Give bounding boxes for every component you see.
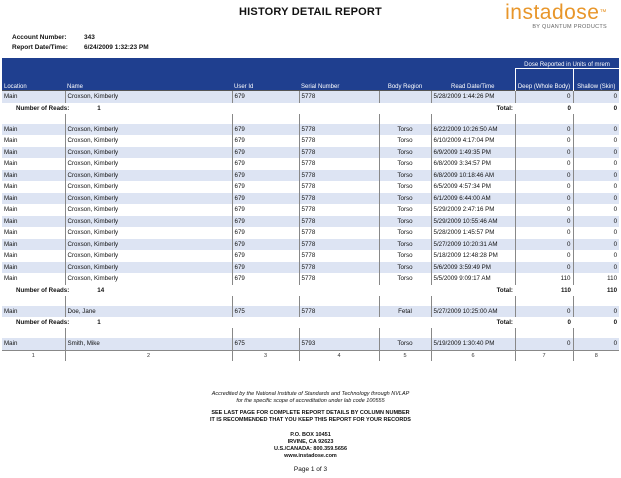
cell-shallow: 0 xyxy=(573,239,619,251)
cell-read-date: 6/5/2009 4:57:34 PM xyxy=(431,181,515,193)
cell-serial: 5778 xyxy=(299,250,379,262)
column-number: 6 xyxy=(431,350,515,361)
cell-shallow: 0 xyxy=(573,250,619,262)
cell-name: Croxson, Kimberly xyxy=(65,216,232,228)
cell-user-id: 679 xyxy=(232,193,299,205)
total-label: Total: xyxy=(496,286,513,294)
company-logo xyxy=(505,2,607,30)
cell-deep: 0 xyxy=(515,181,573,193)
table-row xyxy=(2,250,619,262)
total-deep: 110 xyxy=(561,286,571,294)
col-dose-group: Dose Reported in Units of mrem xyxy=(515,58,619,69)
cell-user-id: 679 xyxy=(232,91,299,103)
cell-name: Croxson, Kimberly xyxy=(65,227,232,239)
group-total-row xyxy=(2,317,619,328)
cell-deep: 0 xyxy=(515,193,573,205)
cell-deep: 0 xyxy=(515,239,573,251)
cell-name: Croxson, Kimberly xyxy=(65,124,232,136)
cell-name: Croxson, Kimberly xyxy=(65,204,232,216)
cell-shallow: 0 xyxy=(573,124,619,136)
cell-deep: 0 xyxy=(515,306,573,318)
account-label: Account Number: xyxy=(12,34,67,41)
cell-location: Main xyxy=(4,229,18,237)
table-row xyxy=(2,227,619,239)
cell-user-id: 679 xyxy=(232,250,299,262)
cell-shallow: 0 xyxy=(573,193,619,205)
col-user-id: User Id xyxy=(232,58,299,91)
cell-serial: 5778 xyxy=(299,193,379,205)
total-shallow: 0 xyxy=(613,319,618,326)
address-phone: U.S./CANADA: 800.359.5656 xyxy=(273,446,348,452)
cell-user-id: 679 xyxy=(232,124,299,136)
address-po-box: P.O. BOX 10451 xyxy=(290,432,331,438)
cell-location: Main xyxy=(2,306,65,318)
cell-serial: 5778 xyxy=(299,135,379,147)
total-deep: 0 xyxy=(567,104,571,112)
cell-deep: 0 xyxy=(515,170,573,182)
table-row xyxy=(2,135,619,147)
cell-read-date: 5/27/2009 10:25:00 AM xyxy=(431,306,515,318)
see-last-page: SEE LAST PAGE FOR COMPLETE REPORT DETAILS BY COLUMN NUMBER xyxy=(211,410,410,416)
cell-body-region: Torso xyxy=(379,135,431,147)
spacer-row xyxy=(2,114,619,124)
report-date-value: 6/24/2009 1:32:23 PM xyxy=(84,44,149,51)
cell-body-region: Torso xyxy=(379,227,431,239)
cell-shallow: 0 xyxy=(573,227,619,239)
cell-deep: 0 xyxy=(515,158,573,170)
account-value: 343 xyxy=(84,34,95,41)
cell-location: Main xyxy=(2,124,65,136)
cell-deep: 0 xyxy=(515,204,573,216)
table-row xyxy=(2,158,619,170)
cell-user-id: 675 xyxy=(232,338,299,350)
cell-shallow: 0 xyxy=(573,135,619,147)
cell-body-region: Torso xyxy=(379,338,431,350)
cell-name: Croxson, Kimberly xyxy=(65,147,232,159)
cell-location: Main xyxy=(4,183,18,191)
cell-deep: 110 xyxy=(515,273,573,285)
report-date-line xyxy=(12,44,149,51)
col-name: Name xyxy=(65,58,232,91)
cell-user-id: 679 xyxy=(232,216,299,228)
address-city: IRVINE, CA 92623 xyxy=(287,439,334,445)
cell-read-date: 5/27/2009 10:20:31 AM xyxy=(431,239,515,251)
cell-name: Croxson, Kimberly xyxy=(65,273,232,285)
cell-serial: 5778 xyxy=(299,306,379,318)
table-row xyxy=(2,181,619,193)
column-number: 5 xyxy=(379,350,431,361)
cell-location: Main xyxy=(4,206,18,214)
column-number-row xyxy=(2,350,619,361)
cell-serial: 5778 xyxy=(299,124,379,136)
cell-serial: 5793 xyxy=(299,338,379,350)
cell-deep: 0 xyxy=(515,147,573,159)
account-line xyxy=(12,34,95,41)
cell-deep: 0 xyxy=(515,227,573,239)
cell-location: Main xyxy=(4,252,18,260)
cell-body-region: Torso xyxy=(379,181,431,193)
cell-read-date: 5/18/2009 12:48:28 PM xyxy=(431,250,515,262)
cell-shallow: 0 xyxy=(573,338,619,350)
cell-shallow: 0 xyxy=(573,204,619,216)
table-row xyxy=(2,147,619,159)
report-title: HISTORY DETAIL REPORT xyxy=(239,6,382,18)
cell-serial: 5778 xyxy=(299,273,379,285)
cell-user-id: 679 xyxy=(232,273,299,285)
cell-deep: 0 xyxy=(515,91,573,103)
logo-byline: BY QUANTUM PRODUCTS xyxy=(532,24,607,30)
cell-shallow: 0 xyxy=(573,91,619,103)
column-number: 8 xyxy=(573,350,619,361)
reads-count: 1 xyxy=(97,104,101,112)
cell-name: Croxson, Kimberly xyxy=(65,262,232,274)
cell-location: Main xyxy=(4,137,18,145)
group-total-row xyxy=(2,285,619,296)
cell-read-date: 5/29/2009 2:47:16 PM xyxy=(431,204,515,216)
cell-user-id: 679 xyxy=(232,170,299,182)
col-serial: Serial Number xyxy=(299,58,379,91)
spacer-row xyxy=(2,328,619,338)
cell-name: Smith, Mike xyxy=(65,338,232,350)
cell-body-region: Torso xyxy=(379,193,431,205)
cell-user-id: 679 xyxy=(232,158,299,170)
cell-body-region: Torso xyxy=(379,239,431,251)
cell-body-region: Torso xyxy=(379,170,431,182)
cell-user-id: 675 xyxy=(232,306,299,318)
cell-body-region: Torso xyxy=(379,216,431,228)
logo-wordmark: instadose™ xyxy=(505,1,607,24)
cell-name: Croxson, Kimberly xyxy=(65,135,232,147)
cell-read-date: 5/28/2009 1:44:26 PM xyxy=(431,91,515,103)
cell-serial: 5778 xyxy=(299,262,379,274)
cell-deep: 0 xyxy=(515,135,573,147)
cell-location: Main xyxy=(2,193,65,205)
cell-shallow: 0 xyxy=(573,181,619,193)
cell-name: Doe, Jane xyxy=(65,306,232,318)
cell-deep: 0 xyxy=(515,338,573,350)
column-number: 7 xyxy=(515,350,573,361)
reads-count: 14 xyxy=(97,286,105,294)
cell-user-id: 679 xyxy=(232,204,299,216)
cell-body-region xyxy=(379,91,431,103)
col-shallow: Shallow (Skin) xyxy=(573,69,619,91)
table-row xyxy=(2,124,619,136)
cell-serial: 5778 xyxy=(299,170,379,182)
cell-serial: 5778 xyxy=(299,91,379,103)
keep-report: IT IS RECOMMENDED THAT YOU KEEP THIS REPORT FOR YOUR RECORDS xyxy=(210,417,411,423)
col-body-region: Body Region xyxy=(379,58,431,91)
table-row xyxy=(2,239,619,251)
cell-read-date: 5/28/2009 1:45:57 PM xyxy=(431,227,515,239)
cell-name: Croxson, Kimberly xyxy=(65,170,232,182)
cell-body-region: Fetal xyxy=(379,306,431,318)
table-row xyxy=(2,306,619,318)
accreditation-1: Accredited by the National Institute of Standards and Technology through NVLAP xyxy=(211,391,410,397)
cell-read-date: 5/6/2009 3:59:49 PM xyxy=(431,262,515,274)
cell-name: Croxson, Kimberly xyxy=(65,181,232,193)
column-number: 1 xyxy=(2,350,65,361)
cell-serial: 5778 xyxy=(299,204,379,216)
cell-body-region: Torso xyxy=(379,250,431,262)
total-shallow: 0 xyxy=(613,104,618,112)
cell-location: Main xyxy=(2,170,65,182)
cell-read-date: 5/19/2009 1:30:40 PM xyxy=(431,338,515,350)
total-deep: 0 xyxy=(567,319,571,326)
cell-name: Croxson, Kimberly xyxy=(65,158,232,170)
cell-location: Main xyxy=(2,338,65,350)
cell-user-id: 679 xyxy=(232,135,299,147)
address-website: www.instadose.com xyxy=(284,453,337,459)
cell-user-id: 679 xyxy=(232,181,299,193)
table-row xyxy=(2,204,619,216)
cell-location: Main xyxy=(2,91,65,103)
cell-name: Croxson, Kimberly xyxy=(65,250,232,262)
table-row xyxy=(2,262,619,274)
cell-shallow: 0 xyxy=(573,306,619,318)
total-label: Total: xyxy=(496,319,513,326)
cell-read-date: 6/9/2009 1:49:35 PM xyxy=(431,147,515,159)
cell-read-date: 6/8/2009 3:34:57 PM xyxy=(431,158,515,170)
table-row xyxy=(2,273,619,285)
cell-user-id: 679 xyxy=(232,239,299,251)
cell-deep: 0 xyxy=(515,250,573,262)
column-number: 4 xyxy=(299,350,379,361)
cell-read-date: 5/5/2009 9:09:17 AM xyxy=(431,273,515,285)
table-row xyxy=(2,91,619,103)
cell-body-region: Torso xyxy=(379,262,431,274)
cell-body-region: Torso xyxy=(379,147,431,159)
cell-read-date: 5/29/2009 10:55:46 AM xyxy=(431,216,515,228)
cell-read-date: 6/22/2009 10:26:50 AM xyxy=(431,124,515,136)
cell-location: Main xyxy=(2,216,65,228)
cell-name: Croxson, Kimberly xyxy=(65,91,232,103)
table-row xyxy=(2,193,619,205)
cell-location: Main xyxy=(2,262,65,274)
cell-location: Main xyxy=(2,147,65,159)
page-number: Page 1 of 3 xyxy=(293,466,328,473)
cell-location: Main xyxy=(2,239,65,251)
cell-shallow: 0 xyxy=(573,158,619,170)
cell-read-date: 6/10/2009 4:17:04 PM xyxy=(431,135,515,147)
total-shallow: 110 xyxy=(607,286,618,294)
reads-label: Number of Reads: xyxy=(16,319,70,326)
total-label: Total: xyxy=(496,104,513,112)
cell-shallow: 110 xyxy=(573,273,619,285)
cell-user-id: 679 xyxy=(232,262,299,274)
cell-serial: 5778 xyxy=(299,181,379,193)
cell-shallow: 0 xyxy=(573,170,619,182)
cell-deep: 0 xyxy=(515,216,573,228)
cell-body-region: Torso xyxy=(379,204,431,216)
col-location: Location xyxy=(2,58,65,91)
cell-read-date: 6/8/2009 10:18:46 AM xyxy=(431,170,515,182)
cell-name: Croxson, Kimberly xyxy=(65,193,232,205)
group-total-row xyxy=(2,103,619,114)
cell-user-id: 679 xyxy=(232,227,299,239)
cell-serial: 5778 xyxy=(299,158,379,170)
history-table xyxy=(2,58,619,361)
reads-label: Number of Reads: xyxy=(16,104,70,112)
reads-label: Number of Reads: xyxy=(16,286,70,294)
cell-location: Main xyxy=(4,275,18,283)
table-row xyxy=(2,170,619,182)
spacer-row xyxy=(2,296,619,306)
cell-shallow: 0 xyxy=(573,262,619,274)
col-read-date: Read Date/Time xyxy=(431,58,515,91)
column-number: 3 xyxy=(232,350,299,361)
cell-name: Croxson, Kimberly xyxy=(65,239,232,251)
cell-serial: 5778 xyxy=(299,147,379,159)
accreditation-2: for the specific scope of accreditation under lab code 100555 xyxy=(236,398,385,404)
table-row xyxy=(2,338,619,350)
column-number: 2 xyxy=(65,350,232,361)
cell-shallow: 0 xyxy=(573,147,619,159)
reads-count: 1 xyxy=(97,319,101,326)
table-row xyxy=(2,216,619,228)
cell-user-id: 679 xyxy=(232,147,299,159)
cell-serial: 5778 xyxy=(299,227,379,239)
cell-deep: 0 xyxy=(515,262,573,274)
cell-location: Main xyxy=(4,160,18,168)
cell-read-date: 6/1/2009 6:44:00 AM xyxy=(431,193,515,205)
cell-deep: 0 xyxy=(515,124,573,136)
cell-shallow: 0 xyxy=(573,216,619,228)
cell-body-region: Torso xyxy=(379,273,431,285)
report-date-label: Report Date/Time: xyxy=(12,44,68,51)
cell-serial: 5778 xyxy=(299,239,379,251)
trademark-mark: ™ xyxy=(599,9,607,16)
col-deep: Deep (Whole Body) xyxy=(515,69,573,91)
cell-body-region: Torso xyxy=(379,158,431,170)
cell-serial: 5778 xyxy=(299,216,379,228)
cell-body-region: Torso xyxy=(379,124,431,136)
